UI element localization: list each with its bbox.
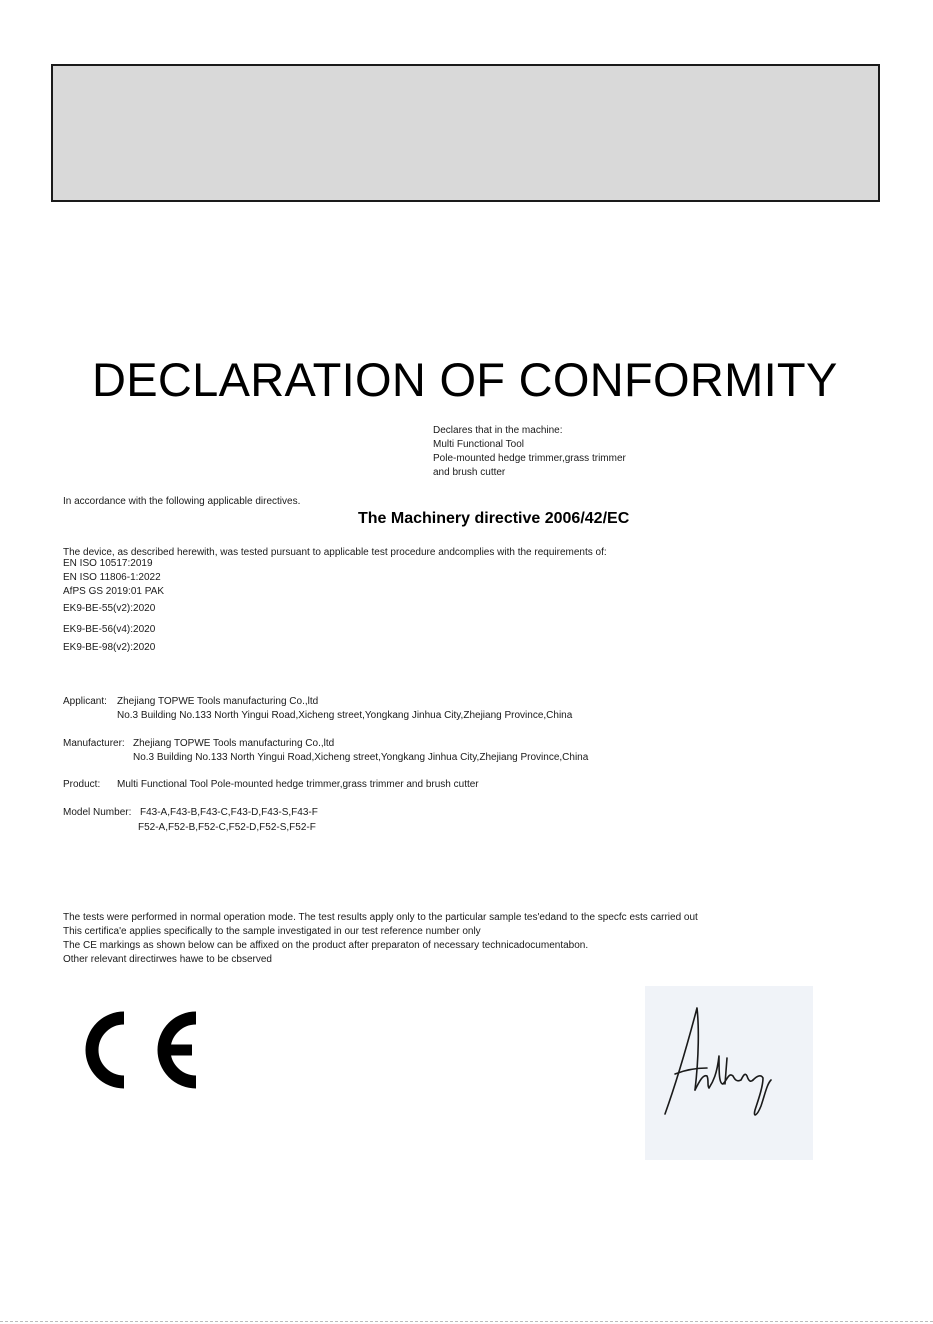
standard-item: EK9-BE-56(v4):2020	[63, 624, 156, 635]
page-bottom-rule	[0, 1321, 933, 1322]
directive-title: The Machinery directive 2006/42/EC	[358, 510, 630, 527]
declares-line: Declares that in the machine:	[433, 425, 563, 436]
standard-item: EN ISO 11806-1:2022	[63, 572, 161, 583]
standard-item: EK9-BE-55(v2):2020	[63, 603, 156, 614]
model-line-2: F52-A,F52-B,F52-C,F52-D,F52-S,F52-F	[138, 822, 316, 833]
manufacturer-name: Zhejiang TOPWE Tools manufacturing Co.,ltd	[133, 738, 335, 749]
signature-icon	[645, 986, 813, 1160]
model-line-1: F43-A,F43-B,F43-C,F43-D,F43-S,F43-F	[140, 807, 318, 818]
declares-line: and brush cutter	[433, 467, 506, 478]
ce-mark-logo	[72, 1010, 202, 1090]
tests-line: The tests were performed in normal operation mode. The test results apply only to the particular sample tes'edand to the specfc ests carried out	[63, 912, 698, 923]
product-value: Multi Functional Tool Pole-mounted hedge trimmer,grass trimmer and brush cutter	[117, 779, 479, 790]
applicant-address: No.3 Building No.133 North Yingui Road,Xicheng street,Yongkang Jinhua City,Zhejiang Province,China	[117, 710, 573, 721]
page-title: DECLARATION OF CONFORMITY	[92, 353, 838, 406]
declares-block	[433, 424, 626, 480]
declares-line: Multi Functional Tool	[433, 439, 524, 450]
model-label: Model Number:	[63, 807, 132, 818]
standard-item: AfPS GS 2019:01 PAK	[63, 586, 164, 597]
accordance-text: In accordance with the following applicable directives.	[63, 496, 301, 507]
tests-line: Other relevant directirwes hawe to be cbserved	[63, 954, 272, 965]
applicant-label: Applicant:	[63, 696, 107, 707]
ce-mark-icon	[72, 1010, 202, 1090]
device-statement: The device, as described herewith, was tested pursuant to applicable test procedure andcomplies with the requirements of:	[63, 547, 607, 558]
tests-line: The CE markings as shown below can be affixed on the product after preparaton of necessary technicadocumentabon.	[63, 940, 589, 951]
tests-paragraph	[63, 911, 698, 967]
header-box	[51, 64, 880, 202]
standard-item: EK9-BE-98(v2):2020	[63, 642, 156, 653]
applicant-name: Zhejiang TOPWE Tools manufacturing Co.,ltd	[117, 696, 319, 707]
manufacturer-address: No.3 Building No.133 North Yingui Road,Xicheng street,Yongkang Jinhua City,Zhejiang Province,China	[133, 752, 589, 763]
tests-line: This certifica'e applies specifically to the sample investigated in our test reference number only	[63, 926, 481, 937]
product-label: Product:	[63, 779, 101, 790]
manufacturer-label: Manufacturer:	[63, 738, 125, 749]
declares-line: Pole-mounted hedge trimmer,grass trimmer	[433, 453, 626, 464]
signature-box	[645, 986, 813, 1160]
standard-item: EN ISO 10517:2019	[63, 558, 153, 569]
